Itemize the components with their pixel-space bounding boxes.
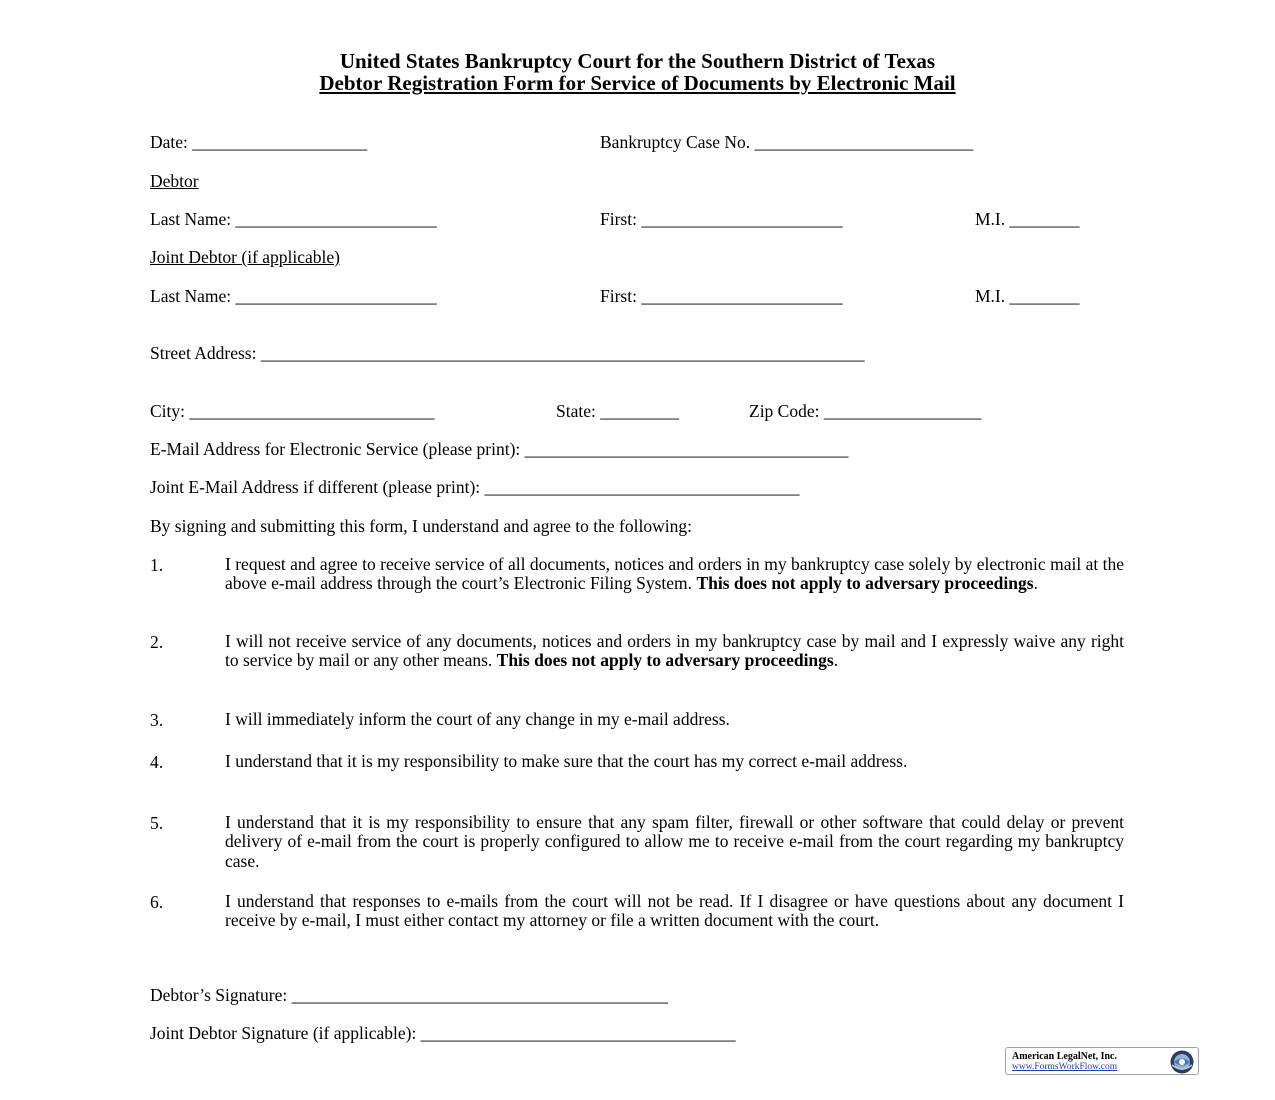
term-number: 3. <box>150 710 164 730</box>
case-number-field[interactable]: Bankruptcy Case No. _________________________ <box>600 132 974 152</box>
city-field[interactable]: City: ____________________________ <box>150 401 435 421</box>
term-number: 2. <box>150 632 164 652</box>
debtor-first-name-field[interactable]: First: _______________________ <box>600 209 843 229</box>
email-field[interactable]: E-Mail Address for Electronic Service (please print): _____________________________________ <box>150 439 849 459</box>
joint-debtor-signature-field[interactable]: Joint Debtor Signature (if applicable): ____________________________________ <box>150 1023 736 1043</box>
footer-logo[interactable] <box>1005 1047 1199 1075</box>
joint-last-name-field[interactable]: Last Name: _______________________ <box>150 286 437 306</box>
debtor-signature-field[interactable]: Debtor’s Signature: ___________________________________________ <box>150 985 668 1005</box>
term-number: 4. <box>150 752 164 772</box>
globe-icon <box>1169 1049 1195 1075</box>
agreement-intro: By signing and submitting this form, I understand and agree to the following: <box>150 516 692 536</box>
term-number: 1. <box>150 555 164 575</box>
zip-code-field[interactable]: Zip Code: __________________ <box>749 401 982 421</box>
term-text: I will immediately inform the court of any change in my e-mail address. <box>225 709 730 729</box>
term-number: 5. <box>150 813 164 833</box>
form-title: Debtor Registration Form for Service of Documents by Electronic Mail <box>319 71 956 95</box>
joint-first-name-field[interactable]: First: _______________________ <box>600 286 843 306</box>
logo-url-link[interactable]: www.FormsWorkFlow.com <box>1012 1062 1118 1072</box>
logo-company-name: American LegalNet, Inc. <box>1012 1051 1117 1062</box>
joint-debtor-heading: Joint Debtor (if applicable) <box>150 247 341 267</box>
date-field[interactable]: Date: ____________________ <box>150 132 368 152</box>
term-text: I will not receive service of any documents, notices and orders in my bankruptcy case by mail and I expressly waive any right to service by mail or any other means. This does not apply to adversary proceedings. <box>225 631 1124 671</box>
debtor-last-name-field[interactable]: Last Name: _______________________ <box>150 209 437 229</box>
term-text: I understand that responses to e-mails from the court will not be read. If I disagree or have questions about any document I receive by e-mail, I must either contact my attorney or file a written document with the court. <box>225 891 1124 931</box>
term-text: I understand that it is my responsibility to ensure that any spam filter, firewall or other software that could delay or prevent delivery of e-mail from the court is properly configured to allow me to receive e-mail from the court regarding my bankruptcy case. <box>225 812 1124 871</box>
joint-mi-field[interactable]: M.I. ________ <box>975 286 1080 306</box>
term-text: I understand that it is my responsibility to make sure that the court has my correct e-mail address. <box>225 751 908 771</box>
term-text: I request and agree to receive service of all documents, notices and orders in my bankruptcy case solely by electronic mail at the above e-mail address through the court’s Electronic Filing System. This does not apply to adversary proceedings. <box>225 554 1124 594</box>
term-number: 6. <box>150 892 164 912</box>
state-field[interactable]: State: _________ <box>556 401 679 421</box>
street-address-field[interactable]: Street Address: _____________________________________________________________________ <box>150 343 865 363</box>
joint-email-field[interactable]: Joint E-Mail Address if different (please print): ____________________________________ <box>150 477 800 497</box>
court-title: United States Bankruptcy Court for the Southern District of Texas <box>339 49 936 73</box>
debtor-heading: Debtor <box>150 171 199 191</box>
debtor-mi-field[interactable]: M.I. ________ <box>975 209 1080 229</box>
